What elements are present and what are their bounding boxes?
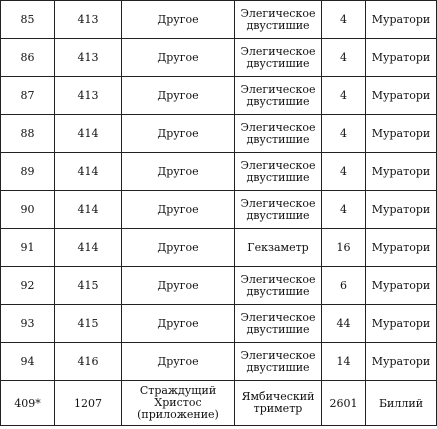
cell-page: 414	[55, 115, 122, 153]
cell-source: Муратори	[366, 39, 437, 77]
cell-work: Другое	[122, 1, 235, 39]
table-row	[1, 153, 437, 191]
table-row	[1, 39, 437, 77]
cell-source: Муратори	[366, 115, 437, 153]
table-row	[1, 115, 437, 153]
cell-source: Муратори	[366, 267, 437, 305]
cell-work: Другое	[122, 191, 235, 229]
cell-number: 88	[1, 115, 55, 153]
table-row	[1, 229, 437, 267]
cell-source: Биллий	[366, 381, 437, 426]
cell-number: 87	[1, 77, 55, 115]
cell-meter: Ямбический триметр	[235, 381, 322, 426]
cell-meter: Элегическое двустишие	[235, 77, 322, 115]
cell-source: Муратори	[366, 1, 437, 39]
cell-page: 416	[55, 343, 122, 381]
cell-lines: 14	[322, 343, 366, 381]
cell-meter: Элегическое двустишие	[235, 153, 322, 191]
table-row	[1, 381, 437, 426]
cell-meter: Элегическое двустишие	[235, 1, 322, 39]
cell-lines: 16	[322, 229, 366, 267]
cell-lines: 4	[322, 153, 366, 191]
cell-number: 85	[1, 1, 55, 39]
cell-lines: 4	[322, 115, 366, 153]
cell-work: Другое	[122, 229, 235, 267]
cell-source: Муратори	[366, 153, 437, 191]
cell-source: Муратори	[366, 343, 437, 381]
cell-work: Страждущий Христос (приложение)	[122, 381, 235, 426]
cell-number: 409*	[1, 381, 55, 426]
cell-work: Другое	[122, 305, 235, 343]
cell-number: 93	[1, 305, 55, 343]
cell-lines: 44	[322, 305, 366, 343]
cell-work: Другое	[122, 153, 235, 191]
cell-page: 415	[55, 305, 122, 343]
cell-number: 91	[1, 229, 55, 267]
cell-page: 415	[55, 267, 122, 305]
cell-meter: Элегическое двустишие	[235, 267, 322, 305]
cell-page: 414	[55, 153, 122, 191]
table-row	[1, 343, 437, 381]
cell-meter: Элегическое двустишие	[235, 343, 322, 381]
cell-source: Муратори	[366, 229, 437, 267]
cell-work: Другое	[122, 343, 235, 381]
cell-page: 413	[55, 77, 122, 115]
cell-number: 86	[1, 39, 55, 77]
cell-source: Муратори	[366, 191, 437, 229]
table-row	[1, 191, 437, 229]
cell-lines: 4	[322, 77, 366, 115]
cell-lines: 2601	[322, 381, 366, 426]
cell-number: 94	[1, 343, 55, 381]
cell-lines: 4	[322, 39, 366, 77]
cell-page: 1207	[55, 381, 122, 426]
cell-page: 414	[55, 229, 122, 267]
cell-work: Другое	[122, 115, 235, 153]
cell-lines: 4	[322, 1, 366, 39]
cell-meter: Элегическое двустишие	[235, 115, 322, 153]
cell-lines: 6	[322, 267, 366, 305]
table-row	[1, 77, 437, 115]
cell-meter: Элегическое двустишие	[235, 191, 322, 229]
table-row	[1, 305, 437, 343]
table-body	[1, 1, 437, 426]
table-row	[1, 267, 437, 305]
table-row	[1, 1, 437, 39]
cell-meter: Гекзаметр	[235, 229, 322, 267]
cell-number: 92	[1, 267, 55, 305]
cell-source: Муратори	[366, 77, 437, 115]
cell-meter: Элегическое двустишие	[235, 305, 322, 343]
cell-number: 89	[1, 153, 55, 191]
cell-source: Муратори	[366, 305, 437, 343]
cell-page: 413	[55, 39, 122, 77]
cell-page: 414	[55, 191, 122, 229]
cell-lines: 4	[322, 191, 366, 229]
cell-page: 413	[55, 1, 122, 39]
cell-work: Другое	[122, 39, 235, 77]
cell-number: 90	[1, 191, 55, 229]
cell-work: Другое	[122, 267, 235, 305]
cell-meter: Элегическое двустишие	[235, 39, 322, 77]
cell-work: Другое	[122, 77, 235, 115]
